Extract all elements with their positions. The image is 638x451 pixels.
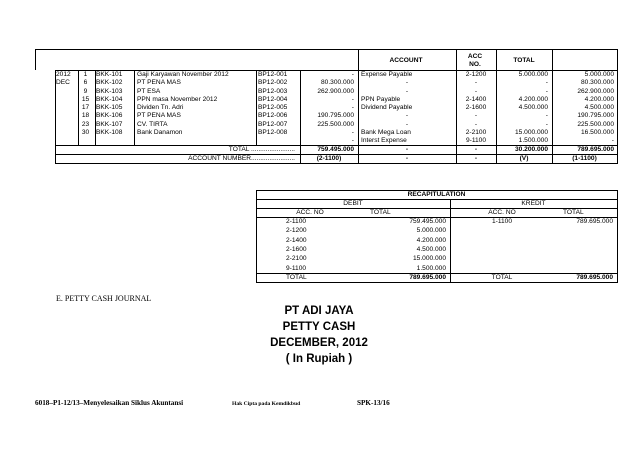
recap-debit-amount: 15.000.000 bbox=[412, 255, 446, 263]
journal-cell-code: BP12-003 bbox=[258, 87, 288, 95]
journal-cell-desc: PT PENA MAS bbox=[137, 112, 181, 120]
journal-cell-amount: 1.500.000 bbox=[518, 137, 548, 144]
journal-cell-account: Dividend Payable bbox=[361, 104, 413, 111]
journal-cell-account: - bbox=[405, 120, 409, 128]
acc-number-row-amount: (V) bbox=[519, 154, 529, 162]
journal-cell-year: 2012 bbox=[56, 71, 71, 78]
journal-cell-amount: - bbox=[545, 79, 548, 87]
recap-footer-debit-total: 789.695.000 bbox=[409, 273, 446, 281]
journal-cell-acc_no: - bbox=[474, 112, 478, 120]
recap-kredit-amount: 789.695.000 bbox=[576, 218, 613, 225]
journal-cell-ref: BKK-106 bbox=[96, 112, 123, 120]
recap-debit-amount: 4.200.000 bbox=[416, 236, 446, 244]
recap-kredit-acc-header: ACC. NO bbox=[488, 208, 516, 216]
journal-cell-ref: BKK-108 bbox=[96, 128, 123, 136]
journal-cell-day: 30 bbox=[81, 128, 90, 136]
recap-debit-acc: 2-2100 bbox=[286, 255, 307, 263]
journal-cell-acc_no: 2-1600 bbox=[465, 104, 487, 111]
journal-cell-day: 6 bbox=[83, 79, 88, 87]
footer-middle: Hak Cipta pada Kemdikbud bbox=[232, 401, 301, 407]
journal-cell-code: BP12-006 bbox=[258, 112, 288, 120]
journal-cell-total: 16.500.000 bbox=[580, 128, 614, 136]
journal-cell-acc_no: - bbox=[474, 79, 478, 87]
journal-cell-debit: - bbox=[351, 137, 354, 144]
journal-cell-amount: 5.000.000 bbox=[518, 71, 548, 78]
recap-debit-label: DEBIT bbox=[343, 199, 363, 207]
journal-cell-account: PPN Payable bbox=[361, 95, 401, 103]
recap-debit-acc-header: ACC. NO bbox=[296, 208, 324, 216]
journal-cell-ref: BKK-107 bbox=[96, 120, 123, 128]
acc-number-row-account: - bbox=[405, 154, 409, 162]
journal-cell-ref: BKK-101 bbox=[96, 71, 123, 78]
journal-cell-debit: - bbox=[351, 71, 354, 78]
acc-number-row-debit: (2-1100) bbox=[316, 154, 342, 162]
recap-kredit-total-header: TOTAL bbox=[563, 208, 584, 216]
journal-cell-desc: PT ESA bbox=[137, 87, 161, 95]
recap-footer-kredit-label: TOTAL bbox=[491, 273, 513, 281]
journal-cell-day: 17 bbox=[81, 104, 90, 111]
recap-debit-acc: 2-1200 bbox=[286, 227, 307, 235]
total-row-debit: 759.495.000 bbox=[317, 145, 354, 153]
journal-cell-ref: BKK-103 bbox=[96, 87, 123, 95]
recap-debit-amount: 5.000.000 bbox=[416, 227, 446, 235]
total-row-account: - bbox=[405, 145, 409, 153]
journal-cell-account: - bbox=[405, 112, 409, 120]
table-rule bbox=[617, 190, 618, 282]
recap-debit-total-header: TOTAL bbox=[370, 208, 391, 216]
journal-cell-code: BP12-007 bbox=[258, 120, 288, 128]
journal-cell-acc_no: 9-1100 bbox=[465, 137, 487, 144]
journal-cell-debit: 262.900.000 bbox=[317, 87, 354, 95]
period-title: DECEMBER, 2012 bbox=[270, 337, 368, 349]
journal-cell-debit: - bbox=[351, 128, 354, 136]
recap-title: RECAPITULATION bbox=[407, 190, 466, 198]
journal-cell-debit: 190.795.000 bbox=[317, 112, 354, 120]
journal-cell-ref: BKK-104 bbox=[96, 95, 123, 103]
journal-cell-year: DEC bbox=[56, 79, 70, 87]
recap-debit-amount: 759.495.000 bbox=[409, 218, 446, 225]
journal-cell-day: 9 bbox=[83, 87, 88, 95]
journal-cell-account: - bbox=[405, 87, 409, 95]
recap-debit-amount: 4.500.000 bbox=[416, 245, 446, 253]
journal-cell-code: BP12-005 bbox=[258, 104, 288, 111]
company-title: PT ADI JAYA bbox=[284, 305, 354, 317]
recap-debit-acc: 2-1600 bbox=[286, 245, 307, 253]
journal-cell-amount: 4.500.000 bbox=[518, 104, 548, 111]
footer-right: SPK-13/16 bbox=[357, 399, 390, 407]
recap-footer-kredit-total: 789.695.000 bbox=[576, 273, 613, 281]
journal-cell-debit: 225.500.000 bbox=[317, 120, 354, 128]
acc-number-row-acc-no: - bbox=[474, 154, 478, 162]
section-heading: E. PETTY CASH JOURNAL bbox=[56, 294, 152, 303]
journal-cell-desc: CV. TIRTA bbox=[137, 120, 168, 128]
journal-cell-account: Expense Payable bbox=[361, 71, 413, 78]
journal-cell-acc_no: 2-1400 bbox=[465, 95, 487, 103]
header-total: TOTAL bbox=[513, 57, 535, 64]
acc-number-row-label: ACCOUNT NUMBER........................ bbox=[188, 154, 295, 162]
report-title: PETTY CASH bbox=[282, 321, 356, 333]
journal-cell-ref: BKK-102 bbox=[96, 79, 123, 87]
journal-cell-total: 4.500.000 bbox=[584, 104, 614, 111]
journal-cell-account: - bbox=[405, 79, 409, 87]
journal-cell-code: BP12-001 bbox=[258, 71, 288, 78]
total-row-acc-no: - bbox=[474, 145, 478, 153]
journal-cell-acc_no: 2-2100 bbox=[465, 128, 487, 136]
currency-note: ( In Rupiah ) bbox=[285, 353, 353, 365]
journal-cell-debit: 80.300.000 bbox=[320, 79, 354, 87]
journal-cell-debit: - bbox=[351, 95, 354, 103]
recap-footer-label: TOTAL bbox=[286, 273, 307, 281]
recap-debit-acc: 2-1400 bbox=[286, 236, 307, 244]
journal-cell-total: 4.200.000 bbox=[584, 95, 614, 103]
header-acc-no-line2: NO. bbox=[469, 61, 481, 68]
journal-cell-acc_no: - bbox=[474, 120, 478, 128]
journal-cell-day: 18 bbox=[81, 112, 90, 120]
journal-cell-desc: Gaji Karyawan November 2012 bbox=[137, 71, 229, 78]
acc-number-row-total: (1-1100) bbox=[572, 154, 597, 162]
header-account: ACCOUNT bbox=[389, 57, 423, 64]
journal-cell-total: 190.795.000 bbox=[577, 112, 614, 120]
journal-cell-code: BP12-002 bbox=[258, 79, 288, 87]
journal-cell-total: 80.300.000 bbox=[580, 79, 614, 87]
journal-cell-desc: Bank Danamon bbox=[137, 128, 183, 136]
journal-cell-account: Bank Mega Loan bbox=[361, 128, 411, 136]
journal-cell-total: 225.500.000 bbox=[577, 120, 614, 128]
recap-debit-acc: 9-1100 bbox=[286, 264, 307, 272]
journal-cell-debit: - bbox=[351, 104, 354, 111]
recap-debit-amount: 1.500.000 bbox=[416, 264, 446, 272]
journal-cell-acc_no: - bbox=[474, 87, 478, 95]
total-row-total: 789.695.000 bbox=[577, 145, 614, 153]
journal-cell-amount: 4.200.000 bbox=[518, 95, 548, 103]
journal-cell-account: Interst Expense bbox=[361, 137, 407, 144]
journal-cell-total: - bbox=[611, 137, 614, 144]
journal-cell-total: 262.900.000 bbox=[577, 87, 614, 95]
journal-cell-code: BP12-004 bbox=[258, 95, 288, 103]
header-acc-no-line1: ACC bbox=[467, 53, 483, 60]
journal-cell-desc: PT PENA MAS bbox=[137, 79, 181, 87]
journal-cell-desc: PPN masa November 2012 bbox=[137, 95, 218, 103]
journal-cell-amount: - bbox=[545, 112, 548, 120]
journal-cell-total: 5.000.000 bbox=[584, 71, 614, 78]
journal-cell-ref: BKK-105 bbox=[96, 104, 123, 111]
journal-cell-amount: - bbox=[545, 120, 548, 128]
recap-debit-acc: 2-1100 bbox=[286, 218, 307, 225]
journal-cell-day: 1 bbox=[83, 71, 88, 78]
table-rule bbox=[256, 282, 618, 283]
journal-cell-day: 15 bbox=[81, 95, 90, 103]
recap-kredit-acc: 1-1100 bbox=[491, 218, 513, 225]
footer-left: 6018–P1-12/13–Menyelesaikan Siklus Akuntansi bbox=[35, 399, 184, 407]
total-row-label: TOTAL ........................ bbox=[228, 145, 295, 153]
journal-cell-amount: - bbox=[545, 87, 548, 95]
journal-cell-day: 23 bbox=[81, 120, 90, 128]
total-row-amount: 30.200.000 bbox=[514, 145, 548, 153]
journal-cell-acc_no: 2-1200 bbox=[465, 71, 487, 78]
journal-cell-code: BP12-008 bbox=[258, 128, 288, 136]
recap-kredit-label: KREDIT bbox=[521, 199, 546, 207]
journal-cell-amount: 15.000.000 bbox=[514, 128, 548, 136]
journal-cell-desc: Dividen Tn. Adri bbox=[137, 104, 184, 111]
